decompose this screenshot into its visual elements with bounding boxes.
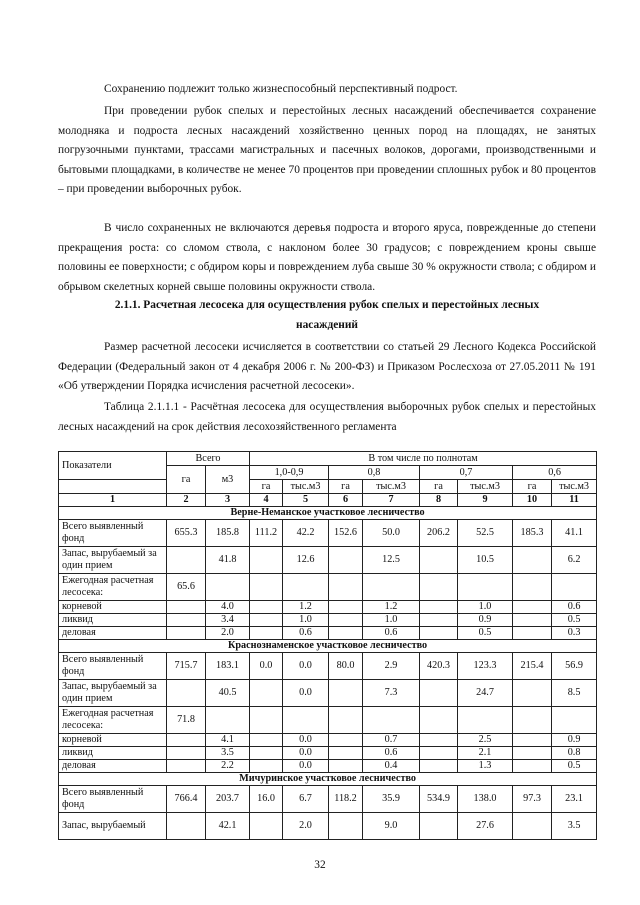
table-cell — [250, 680, 283, 707]
table-cell: 6.7 — [283, 786, 329, 813]
header-ha: га — [420, 480, 458, 494]
header-total-m3: м3 — [206, 466, 250, 494]
table-cell — [420, 747, 458, 760]
table-cell — [250, 574, 283, 601]
table-cell — [167, 547, 206, 574]
row-label: Всего выявленный фонд — [59, 786, 167, 813]
table-cell: 152.6 — [329, 520, 363, 547]
header-density-1: 1,0-0,9 — [250, 466, 329, 480]
table-cell: 40.5 — [206, 680, 250, 707]
table-cell — [420, 813, 458, 840]
section-title: Краснознаменское участковое лесничество — [59, 640, 597, 653]
row-label: корневой — [59, 601, 167, 614]
paragraph-3: В число сохраненных не включаются деревья подроста и второго яруса, поврежденные до степени прекращения роста: со сломом ствола, с наклоном более 30 градусов; с повреждением кроны свыше половины ее поверхности; с обдиром коры и повреждением луба свыше 30 % окружности ствола; с обдиром и обрывом скелетных корней свыше половины окружности ствола. — [58, 222, 596, 293]
table-cell: 10.5 — [458, 547, 513, 574]
column-number: 2 — [167, 494, 206, 507]
table-cell: 65.6 — [167, 574, 206, 601]
table-row — [59, 601, 597, 614]
header-density-2: 0,8 — [329, 466, 420, 480]
table-cell: 0.9 — [458, 614, 513, 627]
table-cell: 2.0 — [283, 813, 329, 840]
table-cell — [167, 614, 206, 627]
table-cell: 50.0 — [363, 520, 420, 547]
table-cell: 185.3 — [513, 520, 552, 547]
table-cell: 206.2 — [420, 520, 458, 547]
table-row — [59, 680, 597, 707]
table-cell — [458, 574, 513, 601]
column-number: 3 — [206, 494, 250, 507]
allowable-cut-table — [58, 451, 597, 840]
table-cell: 27.6 — [458, 813, 513, 840]
table-cell: 0.6 — [363, 627, 420, 640]
table-cell — [167, 760, 206, 773]
table-cell: 3.4 — [206, 614, 250, 627]
row-label: Запас, вырубаемый за один прием — [59, 680, 167, 707]
table-cell: 0.0 — [283, 760, 329, 773]
table-cell: 2.2 — [206, 760, 250, 773]
table-cell: 52.5 — [458, 520, 513, 547]
table-cell — [420, 734, 458, 747]
table-cell — [513, 574, 552, 601]
table-cell: 4.1 — [206, 734, 250, 747]
table-cell: 16.0 — [250, 786, 283, 813]
header-ha: га — [250, 480, 283, 494]
table-cell — [167, 680, 206, 707]
header-density-3: 0,7 — [420, 466, 513, 480]
table-cell: 0.4 — [363, 760, 420, 773]
table-row — [59, 760, 597, 773]
table-cell: 23.1 — [552, 786, 597, 813]
table-cell: 118.2 — [329, 786, 363, 813]
table-cell — [513, 707, 552, 734]
table-cell — [363, 707, 420, 734]
table-cell — [420, 760, 458, 773]
table-cell — [250, 813, 283, 840]
header-indicators: Показатели — [59, 452, 167, 480]
table-cell: 3.5 — [206, 747, 250, 760]
table-cell — [329, 680, 363, 707]
paragraph-2: При проведении рубок спелых и перестойных лесных насаждений обеспечивается сохранение молодняка и подроста лесных насаждений хозяйственно ценных пород на площадях, не занятых погрузочными пунктами, трассами магистральных и пасечных волоков, дорогами, производственными и бытовыми площадками, в количестве не менее 70 процентов при проведении сплошных рубок и 80 процентов – при проведении выборочных рубок. — [58, 105, 596, 196]
table-cell: 42.2 — [283, 520, 329, 547]
table-cell: 1.0 — [283, 614, 329, 627]
table-cell — [552, 574, 597, 601]
column-number: 1 — [59, 494, 167, 507]
table-cell: 0.8 — [552, 747, 597, 760]
table-cell — [167, 601, 206, 614]
table-cell: 0.0 — [250, 653, 283, 680]
table-cell: 9.0 — [363, 813, 420, 840]
table-cell: 0.0 — [283, 680, 329, 707]
table-row — [59, 547, 597, 574]
column-number: 4 — [250, 494, 283, 507]
table-cell — [513, 680, 552, 707]
table-cell — [167, 813, 206, 840]
table-cell: 41.1 — [552, 520, 597, 547]
table-row — [59, 707, 597, 734]
table-cell: 3.5 — [552, 813, 597, 840]
row-label: Всего выявленный фонд — [59, 653, 167, 680]
table-cell — [329, 707, 363, 734]
table-cell: 97.3 — [513, 786, 552, 813]
table-cell: 0.5 — [458, 627, 513, 640]
table-row — [59, 813, 597, 840]
table-cell — [513, 760, 552, 773]
table-cell — [283, 707, 329, 734]
paragraph-1: Сохранению подлежит только жизнеспособный перспективный подрост. — [104, 83, 458, 95]
table-cell: 12.6 — [283, 547, 329, 574]
table-cell — [513, 813, 552, 840]
table-cell: 80.0 — [329, 653, 363, 680]
table-row — [59, 574, 597, 601]
header-total: Всего — [167, 452, 250, 466]
table-cell: 111.2 — [250, 520, 283, 547]
table-cell: 0.0 — [283, 747, 329, 760]
table-cell — [250, 601, 283, 614]
table-cell: 0.7 — [363, 734, 420, 747]
table-cell: 420.3 — [420, 653, 458, 680]
header-by-density: В том числе по полнотам — [250, 452, 597, 466]
table-cell: 0.0 — [283, 734, 329, 747]
table-cell — [420, 574, 458, 601]
table-cell — [420, 627, 458, 640]
table-cell — [250, 547, 283, 574]
table-cell — [329, 747, 363, 760]
header-density-4: 0,6 — [513, 466, 597, 480]
table-cell: 35.9 — [363, 786, 420, 813]
table-cell: 2.1 — [458, 747, 513, 760]
table-cell — [513, 627, 552, 640]
table-caption: Таблица 2.1.1.1 - Расчётная лесосека для осуществления выборочных рубок спелых и перестойных лесных насаждений на срок действия лесохозяйственного регламента — [58, 401, 596, 433]
column-number: 10 — [513, 494, 552, 507]
table-cell — [329, 547, 363, 574]
column-number: 7 — [363, 494, 420, 507]
table-cell: 203.7 — [206, 786, 250, 813]
row-label: ликвид — [59, 747, 167, 760]
page-number: 32 — [314, 859, 326, 871]
table-cell — [283, 574, 329, 601]
table-cell: 12.5 — [363, 547, 420, 574]
table-cell: 215.4 — [513, 653, 552, 680]
header-th-m3: тыс.м3 — [458, 480, 513, 494]
table-cell — [167, 627, 206, 640]
table-cell — [420, 707, 458, 734]
table-cell — [513, 747, 552, 760]
table-cell — [420, 614, 458, 627]
table-cell — [329, 734, 363, 747]
header-ha: га — [329, 480, 363, 494]
table-cell: 42.1 — [206, 813, 250, 840]
table-cell: 1.0 — [363, 614, 420, 627]
table-row — [59, 734, 597, 747]
table-cell: 715.7 — [167, 653, 206, 680]
table-cell: 0.6 — [283, 627, 329, 640]
table-cell — [420, 601, 458, 614]
header-empty — [59, 480, 167, 494]
table-cell: 1.0 — [458, 601, 513, 614]
table-cell: 6.2 — [552, 547, 597, 574]
table-cell: 534.9 — [420, 786, 458, 813]
table-cell — [250, 707, 283, 734]
table-row — [59, 747, 597, 760]
table-cell: 2.5 — [458, 734, 513, 747]
column-number: 9 — [458, 494, 513, 507]
table-row — [59, 614, 597, 627]
table-cell — [420, 680, 458, 707]
table-cell — [167, 747, 206, 760]
table-cell — [513, 614, 552, 627]
header-ha: га — [513, 480, 552, 494]
table-cell — [206, 707, 250, 734]
table-cell: 0.3 — [552, 627, 597, 640]
table-cell: 183.1 — [206, 653, 250, 680]
table-cell — [513, 601, 552, 614]
table-cell — [206, 574, 250, 601]
table-cell — [167, 734, 206, 747]
row-label: ликвид — [59, 614, 167, 627]
table-cell: 1.2 — [283, 601, 329, 614]
column-number: 5 — [283, 494, 329, 507]
table-cell — [329, 614, 363, 627]
table-cell — [250, 760, 283, 773]
table-cell: 0.6 — [363, 747, 420, 760]
table-cell — [420, 547, 458, 574]
paragraph-4: Размер расчетной лесосеки исчисляется в соответствии со статьей 29 Лесного Кодекса Российской Федерации (Федеральный закон от 4 декабря 2006 г. № 200-ФЗ) и Приказом Рослесхоза от 27.05.2011 № 191 «Об утверждении Порядка исчисления расчетной лесосеки». — [58, 341, 596, 393]
table-cell: 7.3 — [363, 680, 420, 707]
table-cell: 71.8 — [167, 707, 206, 734]
table-cell: 56.9 — [552, 653, 597, 680]
column-number: 8 — [420, 494, 458, 507]
table-cell: 8.5 — [552, 680, 597, 707]
section-title: Верне-Неманское участковое лесничество — [59, 507, 597, 520]
table-cell — [250, 734, 283, 747]
table-cell — [329, 813, 363, 840]
table-cell — [513, 547, 552, 574]
table-cell: 123.3 — [458, 653, 513, 680]
table-cell: 0.6 — [552, 601, 597, 614]
table-cell: 1.3 — [458, 760, 513, 773]
table-cell: 4.0 — [206, 601, 250, 614]
table-cell: 2.9 — [363, 653, 420, 680]
table-cell: 2.0 — [206, 627, 250, 640]
section-title: Мичуринское участковое лесничество — [59, 773, 597, 786]
table-cell — [329, 760, 363, 773]
table-cell — [513, 734, 552, 747]
row-label: Всего выявленный фонд — [59, 520, 167, 547]
table-cell — [250, 747, 283, 760]
table-cell — [250, 627, 283, 640]
row-label: Запас, вырубаемый — [59, 813, 167, 840]
table-cell: 41.8 — [206, 547, 250, 574]
column-number: 6 — [329, 494, 363, 507]
table-row — [59, 627, 597, 640]
table-cell: 185.8 — [206, 520, 250, 547]
table-cell: 24.7 — [458, 680, 513, 707]
section-heading: 2.1.1. Расчетная лесосека для осуществления рубок спелых и перестойных лесных насаждений — [114, 299, 540, 331]
table-cell — [363, 574, 420, 601]
table-cell: 0.0 — [283, 653, 329, 680]
table-cell: 138.0 — [458, 786, 513, 813]
table-cell — [458, 707, 513, 734]
row-label: Запас, вырубаемый за один прием — [59, 547, 167, 574]
header-total-ha: га — [167, 466, 206, 494]
row-label: деловая — [59, 760, 167, 773]
table-cell — [329, 627, 363, 640]
table-cell — [250, 614, 283, 627]
table-row — [59, 786, 597, 813]
column-number: 11 — [552, 494, 597, 507]
table-cell — [552, 707, 597, 734]
row-label: корневой — [59, 734, 167, 747]
table-cell — [329, 601, 363, 614]
table-cell: 0.9 — [552, 734, 597, 747]
table-cell: 1.2 — [363, 601, 420, 614]
row-label: Ежегодная расчетная лесосека: — [59, 574, 167, 601]
header-th-m3: тыс.м3 — [283, 480, 329, 494]
table-cell: 0.5 — [552, 614, 597, 627]
table-cell — [329, 574, 363, 601]
header-th-m3: тыс.м3 — [552, 480, 597, 494]
table-row — [59, 520, 597, 547]
table-row — [59, 653, 597, 680]
row-label: деловая — [59, 627, 167, 640]
table-cell: 655.3 — [167, 520, 206, 547]
header-th-m3: тыс.м3 — [363, 480, 420, 494]
table-cell: 766.4 — [167, 786, 206, 813]
row-label: Ежегодная расчетная лесосека: — [59, 707, 167, 734]
table-cell: 0.5 — [552, 760, 597, 773]
